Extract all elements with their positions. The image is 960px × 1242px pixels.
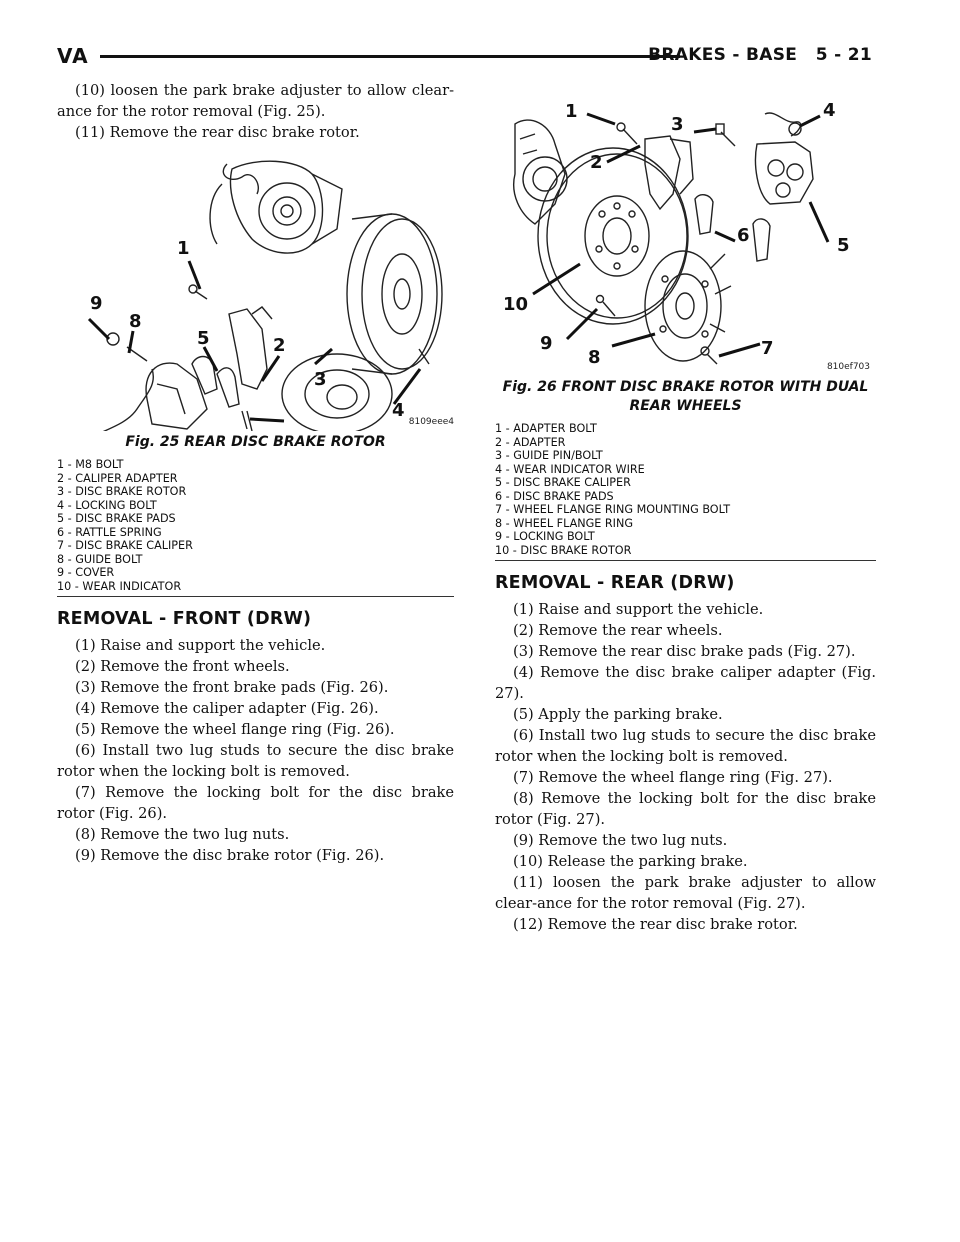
- legend-item: 9 - LOCKING BOLT: [495, 530, 595, 543]
- step-text: (1) Raise and support the vehicle.: [513, 601, 764, 618]
- legend-item: 3 - GUIDE PIN/BOLT: [495, 449, 603, 462]
- step-text: (2) Remove the front wheels.: [75, 658, 290, 675]
- legend-item: 10 - WEAR INDICATOR: [57, 579, 182, 593]
- step-text: (10) loosen the park brake adjuster to allow clear-ance for the rotor removal (Fig. 25).: [57, 82, 454, 120]
- figure-26-legend: [495, 422, 876, 561]
- callout-1: 1: [565, 101, 578, 122]
- callout-7: 7: [761, 338, 774, 359]
- legend-item: 9 - COVER: [57, 566, 115, 579]
- header-page-title: BRAKES - BASE 5 - 21: [648, 45, 872, 65]
- callout-3: 3: [314, 369, 327, 390]
- step-text: (8) Remove the two lug nuts.: [75, 826, 290, 843]
- legend-item: 8 - WHEEL FLANGE RING: [495, 516, 634, 530]
- section-heading-removal-rear: REMOVAL - REAR (DRW): [495, 573, 735, 593]
- step-text: (9) Remove the two lug nuts.: [513, 832, 728, 849]
- callout-2: 2: [590, 152, 603, 173]
- left-column: [57, 80, 454, 866]
- legend-item: 2 - CALIPER ADAPTER: [57, 471, 178, 485]
- figure-26-caption-line1: Fig. 26 FRONT DISC BRAKE ROTOR WITH DUAL: [502, 379, 869, 395]
- legend-item: 5 - DISC BRAKE PADS: [57, 512, 176, 525]
- legend-item: 10 - DISC BRAKE ROTOR: [495, 543, 632, 557]
- step-text: (4) Remove the caliper adapter (Fig. 26).: [75, 700, 379, 717]
- figure-25-caption: Fig. 25 REAR DISC BRAKE ROTOR: [125, 434, 386, 450]
- legend-item: 5 - DISC BRAKE CALIPER: [495, 476, 631, 489]
- step-text: (8) Remove the locking bolt for the disc brake rotor (Fig. 27).: [495, 790, 876, 828]
- legend-item: 7 - WHEEL FLANGE RING MOUNTING BOLT: [495, 503, 731, 516]
- header-rule: [100, 55, 680, 58]
- legend-item: 8 - GUIDE BOLT: [57, 552, 143, 566]
- step-text: (1) Raise and support the vehicle.: [75, 637, 326, 654]
- rear-disc-brake-rotor-illustration: [57, 149, 454, 431]
- step-text: (9) Remove the disc brake rotor (Fig. 26).: [75, 847, 385, 864]
- legend-item: 4 - LOCKING BOLT: [57, 498, 157, 512]
- callout-4: 4: [823, 100, 836, 121]
- legend-item: 1 - M8 BOLT: [57, 458, 124, 471]
- step-text: (6) Install two lug studs to secure the disc brake rotor when the locking bolt is removed.: [57, 742, 454, 780]
- step-text: (5) Remove the wheel flange ring (Fig. 26).: [75, 721, 395, 738]
- callout-9: 9: [540, 333, 553, 354]
- header-section-code: VA: [57, 44, 89, 68]
- callout-1: 1: [177, 238, 190, 259]
- figure-26-caption-line2: REAR WHEELS: [629, 398, 742, 414]
- step-text: (11) loosen the park brake adjuster to allow clear-ance for the rotor removal (Fig. 27).: [495, 874, 876, 912]
- front-disc-brake-rotor-dual-rear-wheels-illustration: [495, 84, 876, 378]
- callout-10: 10: [503, 294, 529, 315]
- step-text: (7) Remove the wheel flange ring (Fig. 27).: [513, 769, 833, 786]
- step-text: (11) Remove the rear disc brake rotor.: [75, 124, 360, 141]
- figure-26: [495, 84, 876, 378]
- legend-item: 3 - DISC BRAKE ROTOR: [57, 485, 187, 498]
- callout-6: 6: [737, 225, 750, 246]
- section-heading-removal-front: REMOVAL - FRONT (DRW): [57, 609, 312, 629]
- step-text: (12) Remove the rear disc brake rotor.: [513, 916, 798, 933]
- figure-26-code: 810ef703: [826, 362, 870, 372]
- figure-25: [57, 149, 454, 431]
- callout-3: 3: [671, 114, 684, 135]
- step-text: (3) Remove the rear disc brake pads (Fig. 27).: [513, 643, 856, 660]
- step-text: (5) Apply the parking brake.: [513, 706, 723, 723]
- step-text: (10) Release the parking brake.: [513, 853, 748, 870]
- legend-item: 7 - DISC BRAKE CALIPER: [57, 539, 193, 552]
- callout-5: 5: [837, 235, 850, 256]
- step-text: (7) Remove the locking bolt for the disc brake rotor (Fig. 26).: [57, 784, 454, 822]
- callout-8: 8: [129, 311, 142, 332]
- step-text: (2) Remove the rear wheels.: [513, 622, 723, 639]
- legend-item: 4 - WEAR INDICATOR WIRE: [495, 462, 645, 476]
- step-text: (6) Install two lug studs to secure the disc brake rotor when the locking bolt is removed.: [495, 727, 876, 765]
- figure-25-code: 8109eee4: [408, 417, 454, 427]
- step-text: (3) Remove the front brake pads (Fig. 26).: [75, 679, 389, 696]
- callout-8: 8: [588, 347, 601, 368]
- figure-25-legend: [57, 458, 454, 597]
- callout-2: 2: [273, 335, 286, 356]
- legend-item: 6 - DISC BRAKE PADS: [495, 489, 614, 503]
- right-column: [495, 80, 876, 935]
- legend-item: 6 - RATTLE SPRING: [57, 525, 162, 539]
- figure-26-caption: [495, 378, 876, 416]
- callout-5: 5: [197, 328, 210, 349]
- legend-item: 2 - ADAPTER: [495, 435, 566, 449]
- callout-9: 9: [90, 293, 103, 314]
- legend-item: 1 - ADAPTER BOLT: [495, 422, 597, 435]
- callout-4: 4: [392, 400, 405, 421]
- step-text: (4) Remove the disc brake caliper adapter (Fig. 27).: [495, 664, 876, 702]
